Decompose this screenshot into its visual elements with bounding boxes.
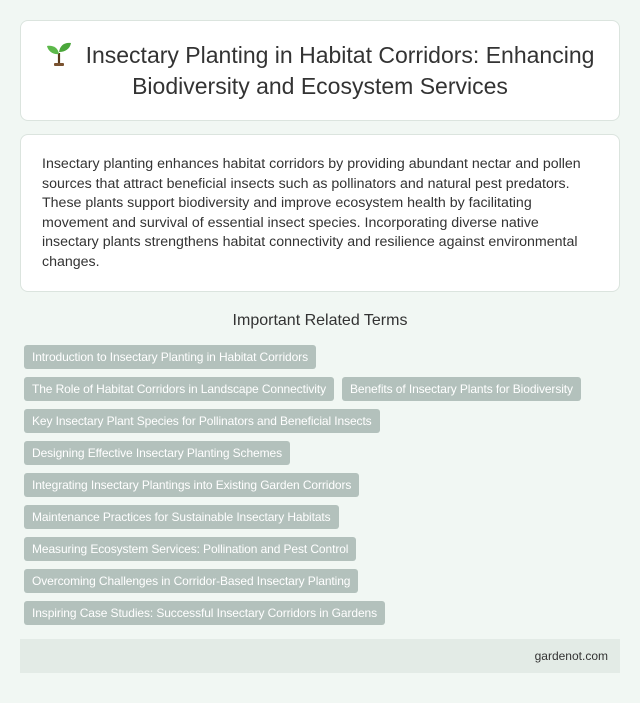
tag-row — [24, 377, 624, 401]
tag-row — [24, 537, 624, 561]
tag-row — [24, 409, 624, 433]
footer — [20, 639, 620, 673]
tag-row — [24, 345, 624, 369]
tag-row — [24, 601, 624, 625]
title-card — [20, 20, 620, 121]
term-tag[interactable]: Key Insectary Plant Species for Pollinators and Beneficial Insects — [24, 409, 380, 433]
page-title-text: Insectary Planting in Habitat Corridors: Enhancing Biodiversity and Ecosystem Services — [85, 41, 595, 99]
term-tag[interactable]: Benefits of Insectary Plants for Biodiversity — [342, 377, 581, 401]
tag-row — [24, 473, 624, 497]
term-tag[interactable]: Maintenance Practices for Sustainable Insectary Habitats — [24, 505, 339, 529]
footer-site-link[interactable]: gardenot.com — [534, 649, 608, 663]
page-title — [21, 40, 619, 102]
intro-card — [20, 134, 620, 292]
term-tag[interactable]: Inspiring Case Studies: Successful Insectary Corridors in Gardens — [24, 601, 385, 625]
term-tag[interactable]: Designing Effective Insectary Planting Schemes — [24, 441, 290, 465]
term-tag[interactable]: Integrating Insectary Plantings into Existing Garden Corridors — [24, 473, 359, 497]
tag-row — [24, 441, 624, 465]
seedling-icon — [46, 40, 72, 66]
intro-text: Insectary planting enhances habitat corridors by providing abundant nectar and pollen sources that attract beneficial insects such as pollinators and natural pest predators. These plants support biodiversity and improve ecosystem health by facilitating movement and survival of essential insect species. Incorporating diverse native insectary plants strengthens habitat connectivity and resilience against environmental changes. — [42, 156, 581, 270]
tag-row — [24, 505, 624, 529]
term-tag[interactable]: Measuring Ecosystem Services: Pollination and Pest Control — [24, 537, 356, 561]
related-terms-list — [24, 345, 624, 633]
term-tag[interactable]: Overcoming Challenges in Corridor-Based Insectary Planting — [24, 569, 358, 593]
related-terms-heading: Important Related Terms — [232, 312, 408, 329]
tag-row — [24, 569, 624, 593]
term-tag[interactable]: The Role of Habitat Corridors in Landscape Connectivity — [24, 377, 334, 401]
term-tag[interactable]: Introduction to Insectary Planting in Habitat Corridors — [24, 345, 316, 369]
